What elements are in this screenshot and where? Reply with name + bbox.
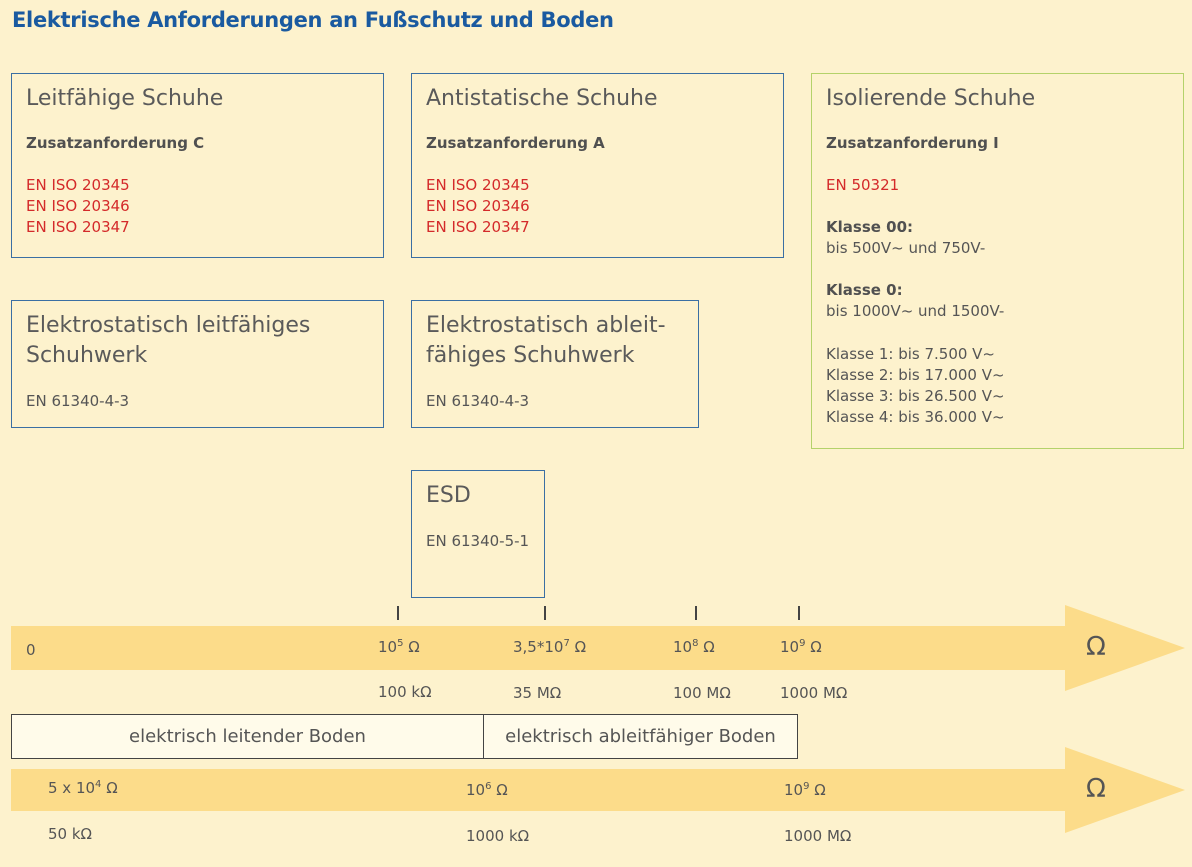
scale-alt-label: 35 MΩ	[513, 684, 562, 702]
klassen-list	[826, 344, 1005, 428]
klasse-item: Klasse 3: bis 26.500 V~	[826, 387, 1005, 405]
norm-list	[426, 175, 530, 238]
norm-list	[26, 175, 130, 238]
norm-item: EN ISO 20347	[26, 218, 130, 236]
klasse00-text: bis 500V~ und 750V-	[826, 239, 986, 257]
box-title: Isolierende Schuhe	[826, 86, 1036, 111]
klasse0-text: bis 1000V~ und 1500V-	[826, 302, 1005, 320]
box-title-line: Elektrostatisch ableit-	[426, 313, 666, 338]
box-isolierende-schuhe	[811, 73, 1184, 449]
norm-item: EN 61340-4-3	[26, 392, 130, 410]
ohm-symbol: Ω	[1086, 774, 1106, 804]
box-title: Leitfähige Schuhe	[26, 86, 224, 111]
floor-label: elektrisch ableitfähiger Boden	[505, 726, 776, 747]
box-title: Antistatische Schuhe	[426, 86, 658, 111]
norm-item: EN ISO 20345	[426, 176, 530, 194]
scale-mark-label: $10^8$ Ω	[673, 638, 715, 656]
scale-mark-label: $10^9$ Ω	[784, 781, 826, 799]
box-title	[26, 311, 310, 371]
box-title-line: Elektrostatisch leitfähiges	[26, 313, 311, 338]
zusatzanforderung-label: Zusatzanforderung A	[426, 134, 605, 152]
scale-alt-label: 100 kΩ	[378, 683, 432, 701]
box-title-line: fähiges Schuhwerk	[426, 343, 635, 368]
norm-item: EN ISO 20346	[426, 197, 530, 215]
scale-alt-label: 50 kΩ	[48, 825, 93, 843]
box-elektrostatisch-leitfaehig	[11, 300, 384, 428]
klasse00-title: Klasse 00:	[826, 218, 914, 236]
scale-mark-label: $3,5*10^7$ Ω	[513, 638, 587, 656]
klasse0-title: Klasse 0:	[826, 281, 903, 299]
klasse-item: Klasse 4: bis 36.000 V~	[826, 408, 1005, 426]
ohm-symbol: Ω	[1086, 632, 1106, 662]
box-elektrostatisch-ableitfaehig	[411, 300, 699, 428]
scale-alt-label: 100 MΩ	[673, 684, 731, 702]
klasse-item: Klasse 2: bis 17.000 V~	[826, 366, 1005, 384]
norm-item: EN ISO 20345	[26, 176, 130, 194]
norm-item: EN ISO 20346	[26, 197, 130, 215]
scale-mark-label: $10^9$ Ω	[780, 638, 822, 656]
box-title	[426, 311, 666, 371]
norm-item: EN 61340-5-1	[426, 532, 530, 550]
box-esd	[411, 470, 545, 598]
box-title-line: Schuhwerk	[26, 343, 148, 368]
box-antistatische-schuhe	[411, 73, 784, 258]
norm-item: EN 50321	[826, 176, 900, 194]
scale-alt-label: 1000 kΩ	[466, 827, 530, 845]
box-title: ESD	[426, 483, 471, 508]
scale-alt-label: 1000 MΩ	[784, 827, 852, 845]
norm-item: EN ISO 20347	[426, 218, 530, 236]
scale-zero-label: 0	[26, 641, 36, 659]
scale-mark-label: 5 x $10^4$ Ω	[48, 779, 118, 797]
resistance-scale-arrow-floor	[0, 744, 1192, 844]
resistance-scale-arrow-shoes	[0, 600, 1192, 700]
zusatzanforderung-label: Zusatzanforderung I	[826, 134, 999, 152]
scale-mark-label: $10^6$ Ω	[466, 781, 508, 799]
scale-mark-label: $10^5$ Ω	[378, 638, 420, 656]
page-title: Elektrische Anforderungen an Fußschutz und Boden	[12, 8, 614, 32]
floor-label: elektrisch leitender Boden	[129, 726, 366, 747]
norm-item: EN 61340-4-3	[426, 392, 530, 410]
box-leitfaehige-schuhe	[11, 73, 384, 258]
zusatzanforderung-label: Zusatzanforderung C	[26, 134, 205, 152]
klasse-item: Klasse 1: bis 7.500 V~	[826, 345, 995, 363]
scale-alt-label: 1000 MΩ	[780, 684, 848, 702]
